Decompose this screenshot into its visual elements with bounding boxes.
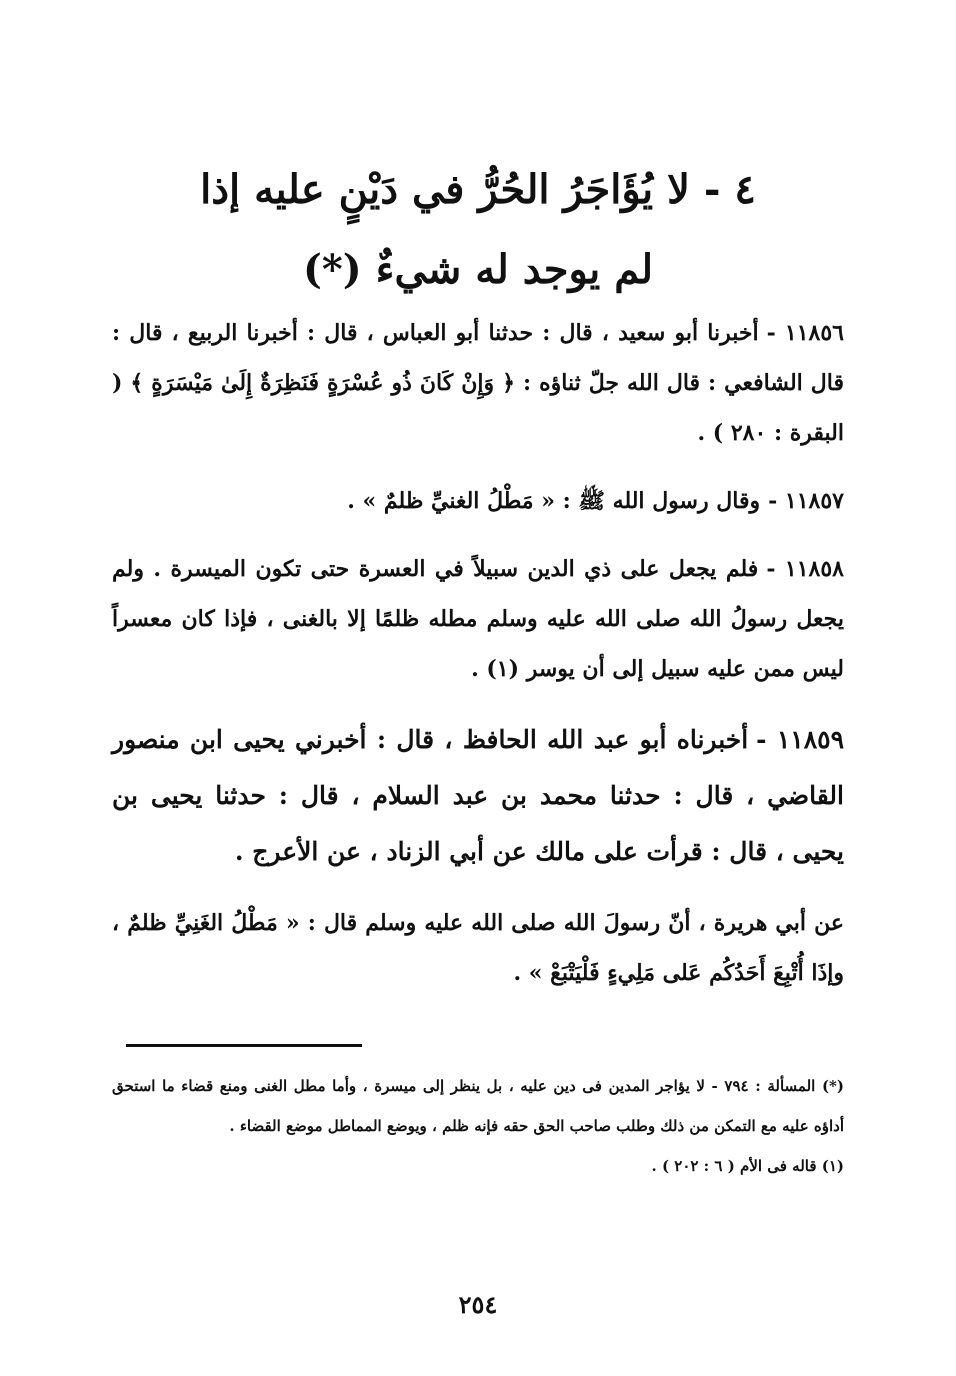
paragraph-text: عن أبي هريرة ، أنّ رسولَ الله صلى الله عليه وسلم قال : « مَطْلُ الغَنِيِّ ظلمٌ ، وإذَا أُتْبِعَ أَحَدُكُم عَلى مَلِيءٍ فَلْيَتْبَعْ » . [112, 910, 844, 986]
page-number: ٢٥٤ [458, 1290, 498, 1319]
footnote-star: (*) المسألة : ٧٩٤ - لا يؤاجر المدين فى دين عليه ، بل ينظر إلى ميسرة ، وأما مطل الغنى ومنع قضاء ما استحق أداؤه عليه مع التمكن من ذلك وطلب صاحب الحق حقه فإنه ظلم ، ويوضع المماطل موضع القضاء . [112, 1077, 845, 1135]
footnote-divider [126, 1044, 362, 1047]
paragraph-number: ١١٨٥٧ - [768, 488, 844, 514]
paragraph-11858 [112, 544, 844, 694]
paragraph-text: أخبرنا أبو سعيد ، قال : حدثنا أبو العباس ، قال : أخبرنا الربيع ، قال : قال الشافعي : قال الله جلّ ثناؤه : ﴿ وَإِنْ كَانَ ذُو عُسْرَةٍ فَنَظِرَةٌ إِلَىٰ مَيْسَرَةٍ ﴾ ( البقرة : ٢٨٠ ) . [112, 320, 844, 446]
paragraph-number: ١١٨٥٩ - [756, 725, 844, 754]
paragraph-hadith [112, 898, 844, 998]
paragraph-11859 [112, 712, 844, 880]
paragraph-text: وقال رسول الله ﷺ : « مَطْلُ الغنيِّ ظلمٌ » . [347, 488, 761, 514]
paragraph-number: ١١٨٥٨ - [766, 556, 844, 582]
footnotes [112, 1066, 844, 1186]
paragraph-text: فلم يجعل على ذي الدين سبيلاً في العسرة حتى تكون الميسرة . ولم يجعل رسولُ الله صلى الله عليه وسلم مطله ظلمًا إلا بالغنى ، فإذا كان معسراً ليس ممن عليه سبيل إلى أن يوسر (١) . [112, 556, 844, 682]
paragraph-number: ١١٨٥٦ - [766, 320, 844, 346]
main-text [112, 308, 844, 998]
paragraph-11856 [112, 308, 844, 458]
chapter-title [120, 150, 836, 310]
chapter-title-line-2: لم يوجد له شيءٌ (*) [302, 246, 654, 293]
footnote-1: (١) قاله فى الأم ( ٦ : ٢٠٢ ) . [651, 1157, 844, 1175]
chapter-title-line-1: ٤ - لا يُؤَاجَرُ الحُرُّ في دَيْنٍ عليه إذا [200, 166, 756, 213]
paragraph-text: أخبرناه أبو عبد الله الحافظ ، قال : أخبرني يحيى ابن منصور القاضي ، قال : حدثنا محمد بن عبد السلام ، قال : حدثنا يحيى بن يحيى ، قال : قرأت على مالك عن أبي الزناد ، عن الأعرج . [112, 725, 844, 866]
paragraph-11857 [112, 476, 844, 526]
